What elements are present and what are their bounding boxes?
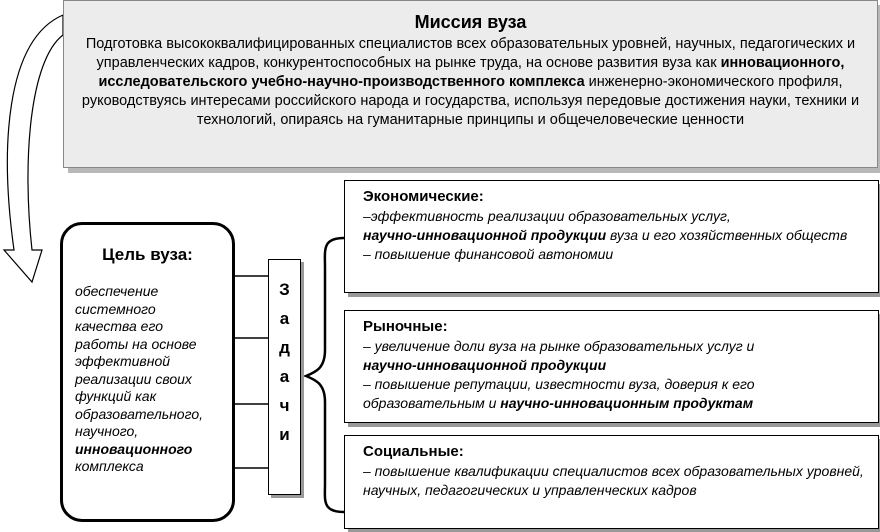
goal-text-tail: комплекса <box>75 458 144 474</box>
mission-text <box>78 35 863 130</box>
social-tasks-box <box>344 435 879 529</box>
tasks-box <box>268 259 301 495</box>
goal-text <box>75 283 226 476</box>
mission-to-goal-arrow <box>4 15 63 282</box>
mission-text-bold: инновационного, исследовательского учебно-научно-производственного комплекса <box>98 55 845 90</box>
tasks-letter: а <box>279 367 290 386</box>
market-tasks-box <box>344 310 879 423</box>
tasks-letter: а <box>279 309 290 328</box>
market-text-1: – увеличение доли вуза на рынке образовательных услуг и <box>363 338 755 354</box>
mission-text-part-2: инженерно-экономического профиля, руководствуясь интересами российского народа и государства, используя передовые достижения науки, техники и технологий, опираясь на гуманитарные принципы и общечеловеческие ценности <box>81 74 860 128</box>
economic-text-3: – повышение финансовой автономии <box>363 246 614 262</box>
social-text: – повышение квалификации специалистов всех образовательных уровней, научных, педагогических и управленческих кадров <box>363 463 864 498</box>
goal-box <box>60 222 235 522</box>
economic-text <box>363 207 870 264</box>
tasks-letter: З <box>279 280 290 299</box>
economic-title: Экономические: <box>363 188 484 205</box>
economic-text-2: вуза и его хозяйственных обществ <box>606 227 848 243</box>
tasks-letter: и <box>279 425 290 444</box>
economic-tasks-box <box>344 180 879 293</box>
market-text <box>363 337 870 413</box>
tasks-letter: д <box>279 338 290 357</box>
goal-text-bold: инновационного <box>75 440 193 457</box>
market-text-2: – повышение репутации, известности вуза, доверия к его образовательным и <box>363 376 755 411</box>
mission-text-part-1: Подготовка высококвалифицированных специалистов всех образовательных уровней, научных, педагогических и управленческих кадров, конкурентоспособных на рынке труда, на основе развития вуза как <box>85 36 856 71</box>
goal-text-main: обеспечение системного качества его работы на основе эффективной реализации своих функций как образовательного, научного, <box>75 283 204 439</box>
market-title: Рыночные: <box>363 318 448 335</box>
tasks-letter: ч <box>279 396 290 415</box>
mission-title: Миссия вуза <box>414 12 527 32</box>
economic-text-bold: научно-инновационной продукции <box>363 227 607 243</box>
market-text-bold-2: научно-инновационным продуктам <box>500 395 754 411</box>
market-text-bold-1: научно-инновационной продукции <box>363 357 607 373</box>
goal-title: Цель вуза: <box>102 245 193 264</box>
mission-box <box>63 0 878 168</box>
economic-text-1: –эффективность реализации образовательных услуг, <box>363 208 731 224</box>
social-title: Социальные: <box>363 443 464 460</box>
tasks-brace <box>306 238 344 512</box>
